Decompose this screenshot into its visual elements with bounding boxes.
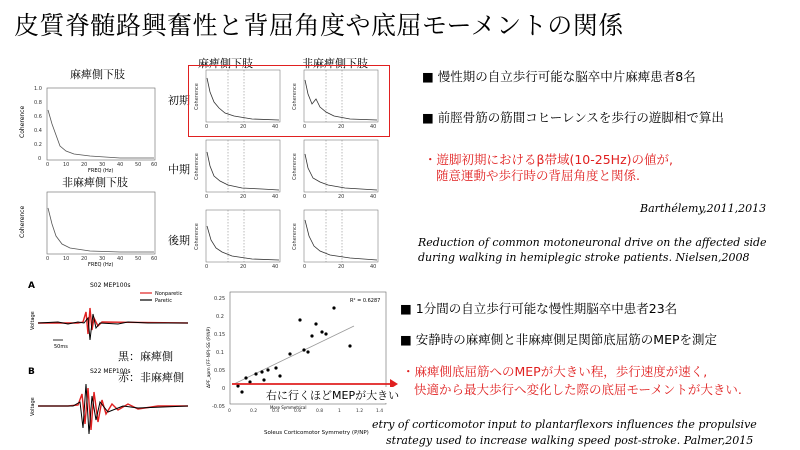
xtick: 50 <box>135 162 142 168</box>
citation-palmer-1: etry of corticomotor input to plantarflexors influences the propulsive <box>372 418 757 431</box>
xtick: 50 <box>135 256 142 262</box>
bullet-coherence-method: ■ 前脛骨筋の筋間コヒーレンスを歩行の遊脚相で算出 <box>422 110 724 125</box>
ylabel: Coherence <box>19 205 26 238</box>
finding-mep-2: 快適から最大歩行へ変化した際の底屈モーメントが大きい. <box>414 382 742 397</box>
legend-red-nonparetic: 赤：非麻痺側 <box>118 371 184 384</box>
xtick: 10 <box>63 256 70 262</box>
ytick: 0.2 <box>216 314 224 320</box>
trace-title: S02 MEP100s <box>90 282 131 289</box>
xtick: 0.2 <box>250 409 258 414</box>
coherence-unaffected-early <box>290 66 382 134</box>
citation-nielsen-1: Reduction of common motoneuronal drive on the affected side <box>418 236 767 249</box>
ytick: 0.05 <box>214 368 226 374</box>
ytick: 0.8 <box>34 100 42 106</box>
xtick: 20 <box>338 124 345 130</box>
finding-mep-1: ・麻痺側底屈筋へのMEPが大きい程，歩行速度が速く, <box>402 364 708 379</box>
xtick: 1.2 <box>356 409 364 414</box>
citation-nielsen-2: during walking in hemiplegic stroke patients. Nielsen,2008 <box>418 251 750 264</box>
bullet-subjects-8: ■ 慢性期の自立歩行可能な脳卒中片麻痺患者8名 <box>422 69 696 84</box>
coherence-affected-mid <box>192 136 284 204</box>
grid-row-early: 初期 <box>168 94 190 107</box>
grid-col-affected: 麻痺側下肢 <box>198 57 253 70</box>
xtick: 20 <box>338 194 345 200</box>
coherence-affected-early <box>192 66 284 134</box>
citation-palmer-2: strategy used to increase walking speed post-stroke. Palmer,2015 <box>386 434 754 447</box>
ylabel: Coherence <box>292 83 298 110</box>
ylabel: Voltage <box>30 397 36 416</box>
coherence-chart-affected <box>19 80 160 174</box>
ytick: 0.15 <box>214 332 226 338</box>
ylabel: Coherence <box>292 223 298 250</box>
xtick: 0 <box>205 264 209 270</box>
scale-label: 50ms <box>54 344 68 350</box>
xtick: 1.4 <box>376 409 384 414</box>
grid-row-mid: 中期 <box>168 163 190 176</box>
xtick: 20 <box>338 264 345 270</box>
ytick: 0.4 <box>34 128 42 134</box>
coherence-affected-late <box>192 206 284 274</box>
more-symmetrical: More Symmetrical <box>270 405 307 410</box>
trace-title: S22 MEP100s <box>90 368 131 375</box>
xtick: 30 <box>99 162 106 168</box>
ylabel: Coherence <box>194 83 200 110</box>
xtick: 60 <box>151 162 158 168</box>
legend-label: Paretic <box>155 298 172 304</box>
xtick: 0 <box>228 409 231 414</box>
ylabel: Voltage <box>30 311 36 330</box>
xtick: 0 <box>205 124 209 130</box>
slide-title: 皮質脊髄路興奮性と背屈角度や底屈モーメントの関係 <box>14 11 624 40</box>
xtick: 20 <box>240 264 247 270</box>
xtick: 40 <box>370 194 377 200</box>
coherence-unaffected-mid <box>290 136 382 204</box>
grid-col-unaffected: 非麻痺側下肢 <box>302 57 368 70</box>
xtick: 40 <box>272 264 279 270</box>
coherence-unaffected-late <box>290 206 382 274</box>
xtick: 1 <box>338 409 341 414</box>
xtick: 40 <box>370 124 377 130</box>
ytick: 0.6 <box>34 114 42 120</box>
scatter-chart <box>204 288 394 438</box>
ylabel: Coherence <box>194 153 200 180</box>
xtick: 40 <box>272 194 279 200</box>
mep-direction-label: 右に行くほどMEPが大きい <box>266 389 400 402</box>
panel-label: A <box>28 281 35 291</box>
xtick: 20 <box>240 124 247 130</box>
xtick: 0.8 <box>316 409 324 414</box>
ylabel: ΔPF_apm (FF-NP)-SS (P/NP) <box>207 326 212 388</box>
ylabel: Coherence <box>19 105 26 138</box>
finding-beta-band-1: ・遊脚初期におけるβ帯域(10-25Hz)の値が, <box>424 152 673 167</box>
xtick: 0 <box>46 162 50 168</box>
legend-black-paretic: 黒：麻痺側 <box>118 350 173 363</box>
xtick: 0 <box>303 194 307 200</box>
xtick: 0.6 <box>294 409 302 414</box>
yticks <box>34 86 42 162</box>
ytick: 1.0 <box>34 86 42 92</box>
xtick: 40 <box>117 162 124 168</box>
xlabel: FREQ (Hz) <box>88 168 114 174</box>
panel-label: B <box>28 367 35 377</box>
ylabel: Coherence <box>292 153 298 180</box>
grid-row-late: 後期 <box>168 234 190 247</box>
r-squared: R² = 0.6287 <box>350 298 381 304</box>
mep-trace-a <box>28 278 193 358</box>
xtick: 30 <box>99 256 106 262</box>
xtick: 40 <box>117 256 124 262</box>
ytick: -0.05 <box>212 404 225 410</box>
xtick: 0 <box>205 194 209 200</box>
xtick: 0.4 <box>272 409 280 414</box>
xtick: 40 <box>370 264 377 270</box>
ylabel: Coherence <box>194 223 200 250</box>
label-affected-limb: 麻痺側下肢 <box>70 68 125 81</box>
legend-label: Nonparetic <box>155 291 183 297</box>
xtick: 0 <box>303 264 307 270</box>
bullet-subjects-23: ■ 1分間の自立歩行可能な慢性期脳卒中患者23名 <box>400 301 678 316</box>
xtick: 40 <box>272 124 279 130</box>
citation-barthelemy: Barthélemy,2011,2013 <box>640 202 767 215</box>
xlabel: FREQ (Hz) <box>88 262 114 268</box>
ytick: 0.25 <box>214 296 226 302</box>
ytick: 0 <box>38 156 42 162</box>
finding-beta-band-2: 随意運動や歩行時の背屈角度と関係. <box>436 168 640 183</box>
xtick: 20 <box>81 162 88 168</box>
ytick: 0 <box>222 386 226 392</box>
ytick: 0.1 <box>216 350 224 356</box>
xtick: 0 <box>46 256 50 262</box>
coherence-chart-unaffected <box>20 188 160 268</box>
xtick: 60 <box>151 256 158 262</box>
yticks <box>212 296 225 410</box>
xtick: 20 <box>81 256 88 262</box>
xtick: 0 <box>303 124 307 130</box>
xlabel: Soleus Corticomotor Symmetry (P/NP) <box>264 430 369 436</box>
xtick: 20 <box>240 194 247 200</box>
bullet-mep-method: ■ 安静時の麻痺側と非麻痺側足関節底屈筋のMEPを測定 <box>400 332 718 347</box>
ytick: 0.2 <box>34 142 42 148</box>
label-unaffected-limb: 非麻痺側下肢 <box>62 176 128 189</box>
xtick: 10 <box>63 162 70 168</box>
